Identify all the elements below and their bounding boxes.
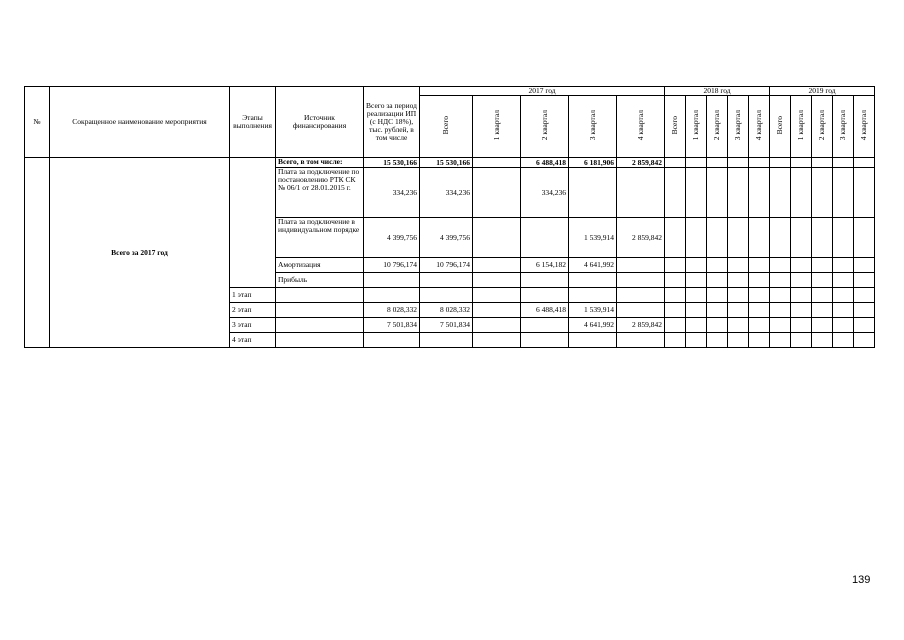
q1-value	[473, 288, 521, 303]
page-number: 139	[852, 574, 871, 586]
quarter-header: 1 квартал	[691, 110, 701, 141]
q1-value	[473, 258, 521, 273]
row-num-cell	[25, 158, 50, 348]
q2-value	[521, 333, 569, 348]
quarter-header: Всего	[441, 116, 450, 135]
q4-value	[617, 273, 665, 288]
q1-value	[473, 303, 521, 318]
row-label: Всего за 2017 год	[50, 158, 230, 348]
quarter-header: 2 квартал	[539, 110, 549, 141]
q1-value	[473, 273, 521, 288]
q3-value: 4 641,992	[569, 258, 617, 273]
total-value: 15 530,166	[364, 158, 420, 168]
quarter-header: 4 квартал	[859, 110, 869, 141]
col-total-header: Всего за период реализации ИП (с НДС 18%), тыс. рублей, в том числе	[364, 87, 420, 158]
source-label: Прибыль	[276, 273, 364, 288]
q2-value: 6 488,418	[521, 158, 569, 168]
stage-label: 2 этап	[230, 303, 276, 318]
stage-source-cell	[276, 303, 364, 318]
quarter-header: 1 квартал	[491, 110, 501, 141]
year-2018-header: 2018 год	[665, 87, 770, 96]
financing-table	[24, 86, 875, 348]
total-value: 334,236	[364, 168, 420, 218]
q2-value: 6 488,418	[521, 303, 569, 318]
total-value: 10 796,174	[364, 258, 420, 273]
quarter-header: 3 квартал	[733, 110, 743, 141]
col-name-header: Сокращенное наименование мероприятия	[50, 87, 230, 158]
stage-label: 1 этап	[230, 288, 276, 303]
total-value	[364, 273, 420, 288]
col-source-header: Источник финансирования	[276, 87, 364, 158]
year-total-value: 4 399,756	[420, 218, 473, 258]
quarter-header: 2 квартал	[817, 110, 827, 141]
year-total-value: 7 501,834	[420, 318, 473, 333]
year-total-value: 10 796,174	[420, 258, 473, 273]
table-header	[25, 87, 875, 158]
q1-value	[473, 158, 521, 168]
q1-value	[473, 333, 521, 348]
q1-value	[473, 318, 521, 333]
total-value	[364, 288, 420, 303]
q3-value	[569, 333, 617, 348]
q3-value	[569, 168, 617, 218]
total-value: 4 399,756	[364, 218, 420, 258]
q3-value	[569, 273, 617, 288]
year-total-value: 15 530,166	[420, 158, 473, 168]
year-total-value: 334,236	[420, 168, 473, 218]
col-stages-header: Этапы выполнения	[230, 87, 276, 158]
source-label: Всего, в том числе:	[276, 158, 364, 168]
year-total-value	[420, 288, 473, 303]
stage-source-cell	[276, 288, 364, 303]
source-label: Амортизация	[276, 258, 364, 273]
total-value: 7 501,834	[364, 318, 420, 333]
quarter-header: Всего	[670, 116, 680, 135]
stage-source-cell	[276, 333, 364, 348]
q4-value	[617, 258, 665, 273]
table-body	[25, 158, 875, 348]
q4-value: 2 859,842	[617, 218, 665, 258]
q1-value	[473, 218, 521, 258]
q2-value: 334,236	[521, 168, 569, 218]
q3-value: 4 641,992	[569, 318, 617, 333]
year-2019-header: 2019 год	[770, 87, 875, 96]
col-num-header: №	[25, 87, 50, 158]
quarter-header: 1 квартал	[796, 110, 806, 141]
quarter-header: 3 квартал	[838, 110, 848, 141]
quarter-header: 4 квартал	[635, 110, 645, 141]
quarter-header: 3 квартал	[587, 110, 597, 141]
source-label: Плата за подключение по постановлению РТК СК № 06/1 от 28.01.2015 г.	[276, 168, 364, 218]
q2-value: 6 154,182	[521, 258, 569, 273]
q4-value	[617, 288, 665, 303]
q2-value	[521, 318, 569, 333]
year-2017-header: 2017 год	[420, 87, 665, 96]
q4-value	[617, 168, 665, 218]
q4-value	[617, 333, 665, 348]
q4-value	[617, 303, 665, 318]
q2-value	[521, 288, 569, 303]
year-total-value	[420, 333, 473, 348]
quarter-header: Всего	[775, 116, 785, 135]
stages-blank-cell	[230, 158, 276, 288]
quarter-header: 4 квартал	[754, 110, 764, 141]
quarter-header: 2 квартал	[712, 110, 722, 141]
q1-value	[473, 168, 521, 218]
year-total-value: 8 028,332	[420, 303, 473, 318]
q3-value: 1 539,914	[569, 218, 617, 258]
stage-source-cell	[276, 318, 364, 333]
q4-value: 2 859,842	[617, 158, 665, 168]
q3-value: 6 181,906	[569, 158, 617, 168]
q3-value	[569, 288, 617, 303]
source-label: Плата за подключение в индивидуальном порядке	[276, 218, 364, 258]
stage-label: 4 этап	[230, 333, 276, 348]
year-total-value	[420, 273, 473, 288]
q2-value	[521, 273, 569, 288]
q2-value	[521, 218, 569, 258]
stage-label: 3 этап	[230, 318, 276, 333]
q4-value: 2 859,842	[617, 318, 665, 333]
total-value	[364, 333, 420, 348]
total-value: 8 028,332	[364, 303, 420, 318]
table-row	[25, 158, 875, 168]
q3-value: 1 539,914	[569, 303, 617, 318]
